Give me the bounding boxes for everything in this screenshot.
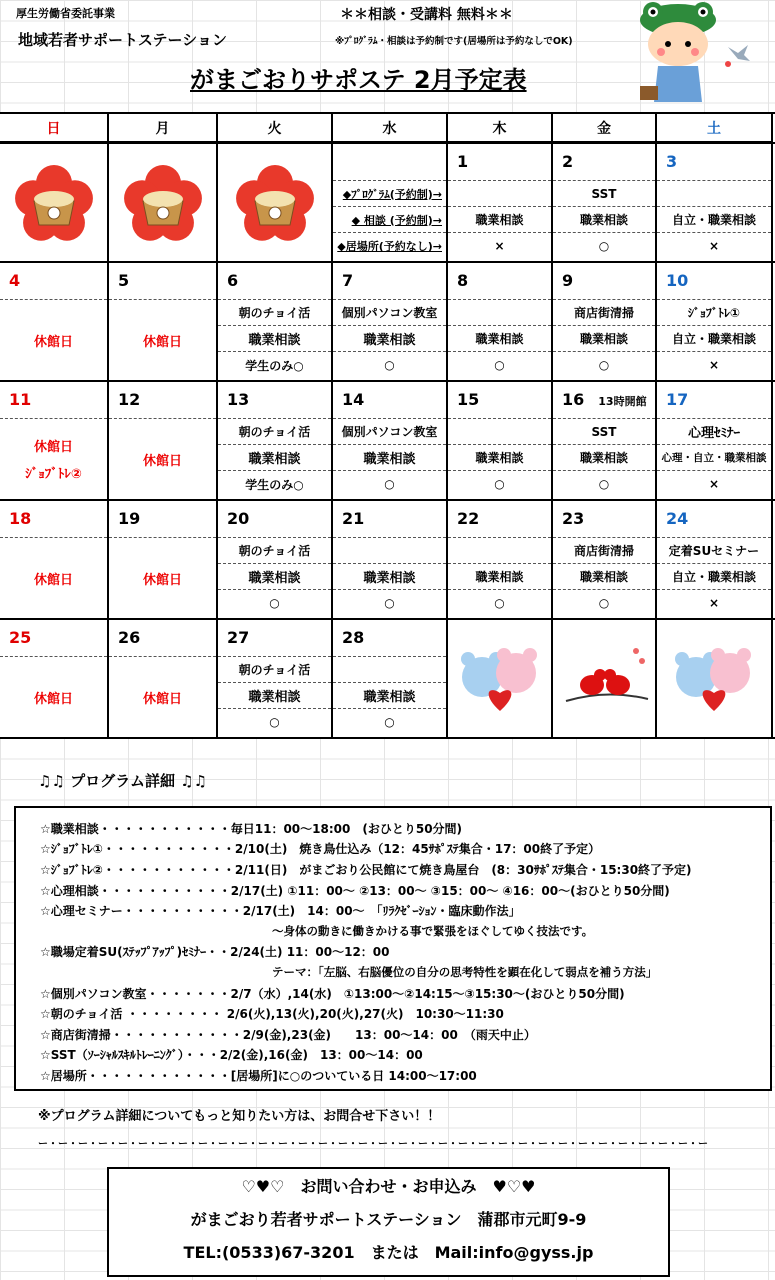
program-entry: 朝のチョイ活 bbox=[218, 538, 331, 564]
date-number bbox=[448, 263, 551, 300]
day-cell bbox=[218, 620, 333, 737]
date-value: 20 bbox=[227, 509, 250, 528]
closed-label: 休館日 bbox=[33, 334, 73, 350]
detail-line: ☆SST（ｿｰｼｬﾙｽｷﾙﾄﾚｰﾆﾝｸﾞ）・・・2/2(金),16(金) 13：00～14：00 bbox=[40, 1048, 423, 1063]
detail-line: ☆居場所・・・・・・・・・・・・[居場所]に○のついている日 14:00～17:00 bbox=[40, 1068, 477, 1083]
contact-box bbox=[107, 1167, 670, 1277]
day-header: 火 bbox=[218, 114, 333, 142]
date-value: 21 bbox=[342, 509, 365, 528]
date-number bbox=[0, 501, 107, 538]
day-cell bbox=[218, 501, 333, 618]
mascot-frog-icon bbox=[628, 2, 768, 110]
reservation-note: ※ﾌﾟﾛｸﾞﾗﾑ・相談は予約制です(居場所は予約なしでOK) bbox=[335, 36, 573, 47]
program-entry: 定着SUセミナー bbox=[657, 538, 771, 564]
consultation-entry: 職業相談 bbox=[333, 564, 446, 590]
closed-block bbox=[109, 419, 216, 499]
date-number bbox=[657, 501, 771, 538]
date-number bbox=[553, 382, 655, 419]
details-heading: ♫♫ プログラム詳細 ♫♫ bbox=[38, 772, 208, 790]
date-value: 11 bbox=[9, 390, 32, 409]
consultation-entry: 職業相談 bbox=[553, 207, 655, 233]
date-value: 26 bbox=[118, 628, 141, 647]
day-header: 日 bbox=[0, 114, 109, 142]
program-entry bbox=[333, 538, 446, 564]
day-cell bbox=[657, 263, 773, 380]
day-cell bbox=[553, 144, 657, 261]
day-cell bbox=[448, 501, 553, 618]
day-cell bbox=[109, 501, 218, 618]
closed-block bbox=[109, 657, 216, 737]
closed-block bbox=[109, 538, 216, 618]
day-cell bbox=[657, 501, 773, 618]
legend-label: ◆ﾌﾟﾛｸﾞﾗﾑ(予約制)→ bbox=[333, 181, 446, 207]
detail-line: ☆朝のチョイ活 ・・・・・・・・ 2/6(火),13(火),20(火),27(火) 10:30～11:30 bbox=[40, 1007, 504, 1022]
program-entry: 朝のチョイ活 bbox=[218, 419, 331, 445]
program-details bbox=[14, 806, 772, 1091]
detail-line: ☆個別パソコン教室・・・・・・・2/7（水）,14(水) ①13:00～②14:15～③15:30～(おひとり50分間) bbox=[40, 986, 625, 1001]
date-value: 19 bbox=[118, 509, 141, 528]
day-cell bbox=[333, 501, 448, 618]
contact-org: がまごおり若者サポートステーション 蒲郡市元町9-9 bbox=[190, 1210, 587, 1229]
ibasho-entry: ○ bbox=[269, 596, 280, 610]
date-value: 18 bbox=[9, 509, 32, 528]
consultation-entry: 自立・職業相談 bbox=[657, 564, 771, 590]
day-cell bbox=[448, 382, 553, 499]
consultation-entry: 職業相談 bbox=[333, 326, 446, 352]
day-cell bbox=[109, 620, 218, 737]
plum-icon bbox=[0, 144, 107, 261]
week-row bbox=[0, 382, 775, 501]
date-number bbox=[333, 620, 446, 657]
date-value: 12 bbox=[118, 390, 141, 409]
date-value: 7 bbox=[342, 271, 354, 290]
closed-label: 休館日 bbox=[33, 691, 73, 707]
closed-block bbox=[0, 419, 107, 499]
program-entry: 商店街清掃 bbox=[553, 538, 655, 564]
date-value: 13 bbox=[227, 390, 250, 409]
date-number bbox=[553, 501, 655, 538]
consultation-entry: 自立・職業相談 bbox=[657, 326, 771, 352]
date-number bbox=[448, 501, 551, 538]
day-cell bbox=[553, 263, 657, 380]
program-entry: 個別パソコン教室 bbox=[333, 419, 446, 445]
birds-icon bbox=[553, 620, 655, 737]
date-number bbox=[109, 382, 216, 419]
ibasho-entry: ○ bbox=[494, 358, 505, 372]
date-value: 25 bbox=[9, 628, 32, 647]
date-number bbox=[109, 501, 216, 538]
date-number bbox=[448, 144, 551, 181]
closed-block bbox=[0, 657, 107, 737]
program-entry: SST bbox=[553, 419, 655, 445]
ibasho-entry: × bbox=[708, 239, 720, 253]
program-entry: SST bbox=[553, 181, 655, 207]
date-number bbox=[109, 263, 216, 300]
closed-block bbox=[0, 300, 107, 380]
consultation-entry: 職業相談 bbox=[218, 326, 331, 352]
consultation-entry: 職業相談 bbox=[218, 445, 331, 471]
date-value: 17 bbox=[666, 390, 689, 409]
legend-label: ◆居場所(予約なし)→ bbox=[337, 240, 442, 253]
plum-icon bbox=[109, 144, 216, 261]
program-entry: 心理ｾﾐﾅｰ bbox=[657, 419, 771, 445]
day-cell bbox=[0, 144, 109, 261]
day-header-row bbox=[0, 114, 775, 144]
dashed-divider: ー・ー・ー・ー・ー・ー・ー・ー・ー・ー・ー・ー・ー・ー・ー・ー・ー・ー・ー・ー・ー・ー・ー・ー・ー・ー・ー・ー・ー・ー・ー・ー・ー・ー bbox=[38, 1139, 708, 1150]
ibasho-entry: ○ bbox=[598, 477, 610, 491]
day-cell bbox=[448, 620, 553, 737]
plum-icon bbox=[218, 144, 331, 261]
date-value: 9 bbox=[562, 271, 574, 290]
date-value: 4 bbox=[9, 271, 21, 290]
day-cell bbox=[333, 263, 448, 380]
detail-line: ☆心理相談・・・・・・・・・・・2/17(土) ①11：00～ ②13：00～ ③15：00～ ④16：00～(おひとり50分間) bbox=[40, 883, 670, 898]
consultation-entry: 自立・職業相談 bbox=[657, 207, 771, 233]
date-value: 28 bbox=[342, 628, 365, 647]
detail-line: ☆心理セミナー・・・・・・・・・・2/17(土) 14：00～ 「ﾘﾗｸｾﾞｰｼｮﾝ・臨床動作法」 bbox=[40, 904, 521, 919]
day-cell bbox=[333, 382, 448, 499]
date-number bbox=[0, 620, 107, 657]
date-value: 3 bbox=[666, 152, 678, 171]
date-value: 24 bbox=[666, 509, 689, 528]
date-value: 2 bbox=[562, 152, 574, 171]
ibasho-entry: ○ bbox=[494, 477, 505, 491]
ibasho-entry: 学生のみ○ bbox=[245, 477, 304, 492]
page-title: がまごおりサポステ 2月予定表 bbox=[190, 66, 527, 94]
date-number bbox=[333, 382, 446, 419]
day-header: 水 bbox=[333, 114, 448, 142]
date-number bbox=[0, 382, 107, 419]
date-number bbox=[657, 263, 771, 300]
date-value: 16 bbox=[562, 390, 585, 409]
date-number bbox=[553, 263, 655, 300]
contact-heading: ♡♥♡ お問い合わせ・お申込み ♥♡♥ bbox=[241, 1177, 536, 1196]
date-number bbox=[657, 144, 771, 181]
ibasho-entry: ○ bbox=[384, 477, 395, 491]
day-header: 金 bbox=[553, 114, 657, 142]
date-number bbox=[333, 501, 446, 538]
day-cell bbox=[0, 620, 109, 737]
consultation-entry: 職業相談 bbox=[553, 564, 655, 590]
date-number bbox=[657, 382, 771, 419]
date-value: 5 bbox=[118, 271, 130, 290]
day-cell bbox=[0, 382, 109, 499]
bears-icon bbox=[657, 620, 771, 737]
date-number bbox=[218, 382, 331, 419]
legend-label: ◆ 相談 (予約制)→ bbox=[333, 207, 446, 233]
closed-block bbox=[0, 538, 107, 618]
week-row bbox=[0, 501, 775, 620]
ibasho-entry: ○ bbox=[384, 358, 395, 372]
date-value: 6 bbox=[227, 271, 239, 290]
program-entry: 朝のチョイ活 bbox=[218, 300, 331, 326]
opening-note: 13時開館 bbox=[598, 395, 647, 408]
day-cell bbox=[333, 144, 448, 261]
consultation-entry: 職業相談 bbox=[448, 564, 551, 590]
date-number bbox=[218, 620, 331, 657]
detail-line: テーマ：「左脳、右脳優位の自分の思考特性を顕在化して弱点を補う方法」 bbox=[272, 965, 658, 980]
day-cell bbox=[0, 501, 109, 618]
day-cell bbox=[0, 263, 109, 380]
ibasho-entry: × bbox=[494, 239, 505, 253]
consultation-entry: 職業相談 bbox=[333, 445, 446, 471]
contact-tel-mail[interactable]: TEL:(0533)67-3201 または Mail:info@gyss.jp bbox=[183, 1243, 594, 1262]
ibasho-entry: ○ bbox=[269, 715, 280, 729]
closed-label: 休館日 bbox=[142, 572, 182, 588]
date-value: 14 bbox=[342, 390, 365, 409]
closed-label: ｼﾞｮﾌﾞﾄﾚ② bbox=[25, 467, 82, 482]
ibasho-entry: ○ bbox=[384, 715, 395, 729]
free-notice: ＊＊相談・受講料 無料＊＊ bbox=[340, 7, 513, 23]
closed-block bbox=[109, 300, 216, 380]
date-number bbox=[0, 263, 107, 300]
day-cell bbox=[109, 382, 218, 499]
detail-line: ☆ｼﾞｮﾌﾞﾄﾚ①・・・・・・・・・・・2/10(土) 焼き鳥仕込み（12：45ｻﾎﾟｽﾃ集合・17：00終了予定） bbox=[40, 842, 601, 857]
program-entry bbox=[448, 181, 551, 207]
week-row bbox=[0, 263, 775, 382]
date-number bbox=[109, 620, 216, 657]
day-cell bbox=[218, 144, 333, 261]
detail-line: ☆商店街清掃・・・・・・・・・・・2/9(金),23(金) 13：00～14：00 （雨天中止） bbox=[40, 1027, 536, 1042]
date-value: 22 bbox=[457, 509, 480, 528]
day-header: 月 bbox=[109, 114, 218, 142]
bears-icon bbox=[448, 620, 551, 737]
program-entry: ｼﾞｮﾌﾞﾄﾚ① bbox=[657, 300, 771, 326]
closed-label: 休館日 bbox=[142, 691, 182, 707]
consultation-entry: 職業相談 bbox=[333, 683, 446, 709]
day-cell bbox=[109, 144, 218, 261]
date-number bbox=[333, 263, 446, 300]
date-number bbox=[218, 263, 331, 300]
day-header: 木 bbox=[448, 114, 553, 142]
day-cell bbox=[109, 263, 218, 380]
day-cell bbox=[448, 144, 553, 261]
day-cell bbox=[448, 263, 553, 380]
consultation-entry: 職業相談 bbox=[218, 564, 331, 590]
program-entry bbox=[333, 657, 446, 683]
date-value: 1 bbox=[457, 152, 469, 171]
ibasho-entry: ○ bbox=[494, 596, 505, 610]
ibasho-entry: 学生のみ○ bbox=[245, 358, 304, 373]
ibasho-entry: × bbox=[708, 596, 720, 610]
day-cell bbox=[553, 620, 657, 737]
week-row bbox=[0, 144, 775, 263]
program-entry bbox=[448, 300, 551, 326]
detail-line: ☆ｼﾞｮﾌﾞﾄﾚ②・・・・・・・・・・・2/11(日) がまごおり公民館にて焼き鳥屋台 (8：30ｻﾎﾟｽﾃ集合・15:30終了予定) bbox=[40, 862, 692, 877]
day-cell bbox=[218, 382, 333, 499]
consultation-entry: 職業相談 bbox=[448, 207, 551, 233]
day-cell bbox=[657, 382, 773, 499]
detail-line: ☆職場定着SU(ｽﾃｯﾌﾟｱｯﾌﾟ)ｾﾐﾅｰ・・2/24(土) 11：00～12：00 bbox=[40, 945, 390, 960]
program-entry: 個別パソコン教室 bbox=[333, 300, 446, 326]
ministry-label: 厚生労働省委託事業 bbox=[16, 7, 115, 20]
date-number bbox=[553, 144, 655, 181]
consultation-entry: 心理・自立・職業相談 bbox=[657, 445, 771, 471]
program-entry bbox=[448, 419, 551, 445]
day-cell bbox=[553, 382, 657, 499]
date-value: 15 bbox=[457, 390, 480, 409]
consultation-entry: 職業相談 bbox=[553, 445, 655, 471]
ibasho-entry: × bbox=[708, 477, 720, 491]
consultation-entry: 職業相談 bbox=[218, 683, 331, 709]
ibasho-entry: ○ bbox=[384, 596, 395, 610]
program-entry bbox=[657, 181, 771, 207]
detail-line: ☆職業相談・・・・・・・・・・・毎日11：00～18:00 (おひとり50分間) bbox=[40, 821, 463, 836]
day-cell bbox=[657, 144, 773, 261]
day-cell bbox=[333, 620, 448, 737]
date-value: 10 bbox=[666, 271, 689, 290]
closed-label: 休館日 bbox=[33, 440, 73, 455]
program-entry: 商店街清掃 bbox=[553, 300, 655, 326]
date-value: 27 bbox=[227, 628, 250, 647]
day-cell bbox=[218, 263, 333, 380]
consultation-entry: 職業相談 bbox=[448, 326, 551, 352]
closed-label: 休館日 bbox=[142, 453, 182, 469]
detail-line: ～身体の動きに働きかける事で緊張をほぐしてゆく技法です。 bbox=[272, 924, 594, 939]
program-entry: 朝のチョイ活 bbox=[218, 657, 331, 683]
day-header: 土 bbox=[657, 114, 773, 142]
day-cell bbox=[657, 620, 773, 737]
inquiry-note: ※プログラム詳細についてもっと知りたい方は、お問合せ下さい！！ bbox=[38, 1109, 441, 1124]
ibasho-entry: ○ bbox=[598, 239, 610, 253]
date-blank bbox=[333, 144, 446, 181]
day-cell bbox=[553, 501, 657, 618]
ibasho-entry: ○ bbox=[598, 358, 610, 372]
ibasho-entry: × bbox=[708, 358, 720, 372]
program-entry bbox=[448, 538, 551, 564]
date-value: 23 bbox=[562, 509, 585, 528]
date-number bbox=[218, 501, 331, 538]
ibasho-entry: ○ bbox=[598, 596, 610, 610]
closed-label: 休館日 bbox=[33, 572, 73, 588]
week-row bbox=[0, 620, 775, 737]
consultation-entry: 職業相談 bbox=[448, 445, 551, 471]
closed-label: 休館日 bbox=[142, 334, 182, 350]
consultation-entry: 職業相談 bbox=[553, 326, 655, 352]
date-value: 8 bbox=[457, 271, 469, 290]
calendar bbox=[0, 112, 775, 739]
date-number bbox=[448, 382, 551, 419]
station-label: 地域若者サポートステーション bbox=[18, 31, 227, 49]
